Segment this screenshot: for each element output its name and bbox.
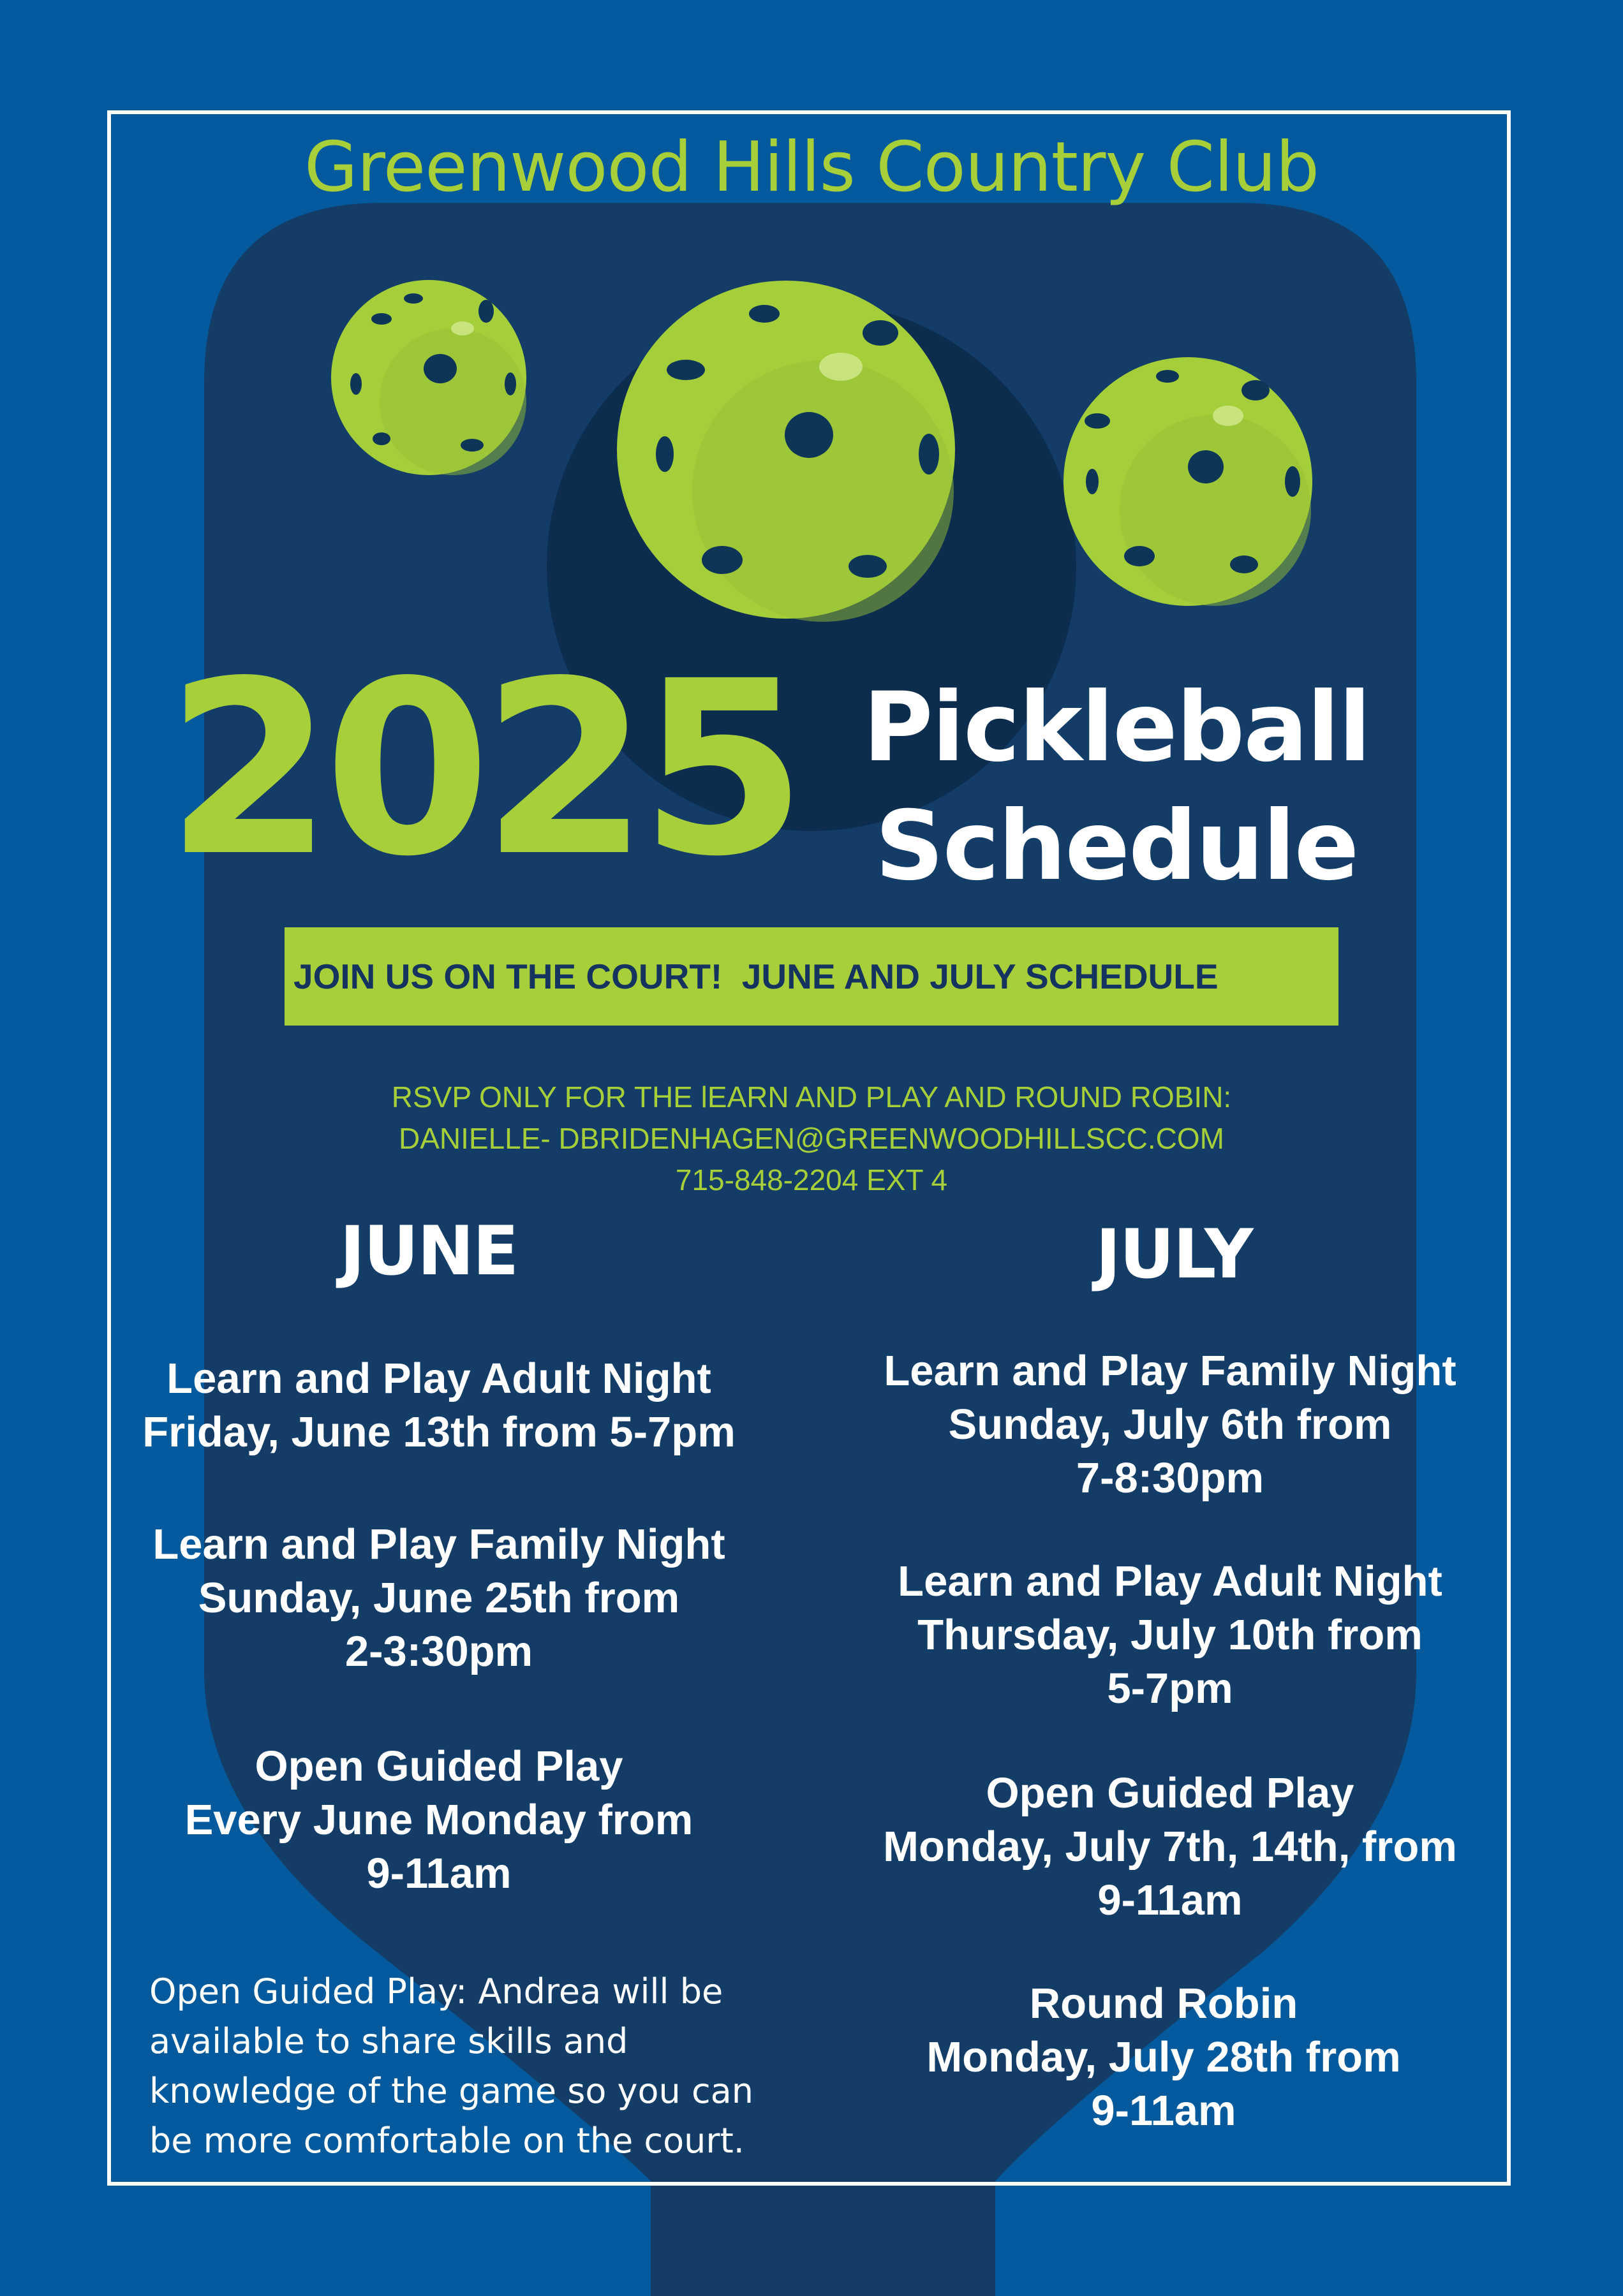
event-title: Learn and Play Adult Night <box>898 1557 1442 1605</box>
note-line: Open Guided Play: Andrea will be <box>149 1971 723 2012</box>
note-line: available to share skills and <box>149 2021 628 2061</box>
event-date: Every June Monday from <box>184 1796 693 1844</box>
club-name: Greenwood Hills Country Club <box>304 128 1319 207</box>
rsvp-phone: 715-848-2204 EXT 4 <box>675 1163 948 1196</box>
july-event <box>884 1344 1456 1505</box>
rsvp-line: RSVP ONLY FOR THE lEARN AND PLAY AND ROUND ROBIN: <box>391 1080 1232 1114</box>
title-line-1: Pickleball <box>863 672 1370 783</box>
event-date: Monday, July 28th from <box>926 2033 1401 2081</box>
event-title: Open Guided Play <box>986 1769 1354 1817</box>
event-date: Friday, June 13th from 5-7pm <box>142 1408 736 1456</box>
note-line: knowledge of the game so you can <box>149 2071 753 2111</box>
july-event <box>883 1767 1457 1927</box>
event-date: Monday, July 7th, 14th, from <box>883 1823 1457 1871</box>
event-time: 7-8:30pm <box>1076 1454 1264 1502</box>
open-guided-play-note <box>149 1967 851 2166</box>
event-time: 9-11am <box>1091 2087 1236 2135</box>
rsvp-contact: DANIELLE- DBRIDENHAGEN@GREENWOODHILLSCC.COM <box>399 1122 1224 1155</box>
event-title: Learn and Play Family Night <box>884 1347 1456 1395</box>
july-event <box>926 1977 1400 2138</box>
event-date: Sunday, July 6th from <box>948 1401 1392 1448</box>
title-line-2: Schedule <box>875 791 1358 902</box>
june-event <box>142 1352 736 1459</box>
event-time: 9-11am <box>366 1850 512 1897</box>
event-time: 9-11am <box>1097 1876 1243 1924</box>
june-event <box>185 1740 693 1901</box>
join-banner <box>285 927 1338 1026</box>
event-date: Thursday, July 10th from <box>917 1611 1423 1659</box>
year-heading: 2025 <box>166 629 798 909</box>
event-title: Round Robin <box>1029 1980 1298 2027</box>
event-time: 2-3:30pm <box>345 1628 533 1675</box>
event-title: Open Guided Play <box>255 1742 623 1790</box>
event-title: Learn and Play Adult Night <box>167 1355 711 1402</box>
july-event <box>898 1555 1442 1716</box>
june-event <box>152 1518 725 1679</box>
rsvp-info <box>0 1077 1623 1201</box>
banner-text: JOIN US ON THE COURT! JUNE AND JULY SCHEDULE <box>293 957 1219 996</box>
june-heading: JUNE <box>339 1212 518 1290</box>
event-title: Learn and Play Family Night <box>152 1520 725 1568</box>
event-date: Sunday, June 25th from <box>198 1574 680 1622</box>
july-heading: JULY <box>1095 1215 1252 1293</box>
note-line: be more comfortable on the court. <box>149 2121 745 2161</box>
event-time: 5-7pm <box>1107 1665 1233 1712</box>
schedule-title <box>842 668 1391 906</box>
